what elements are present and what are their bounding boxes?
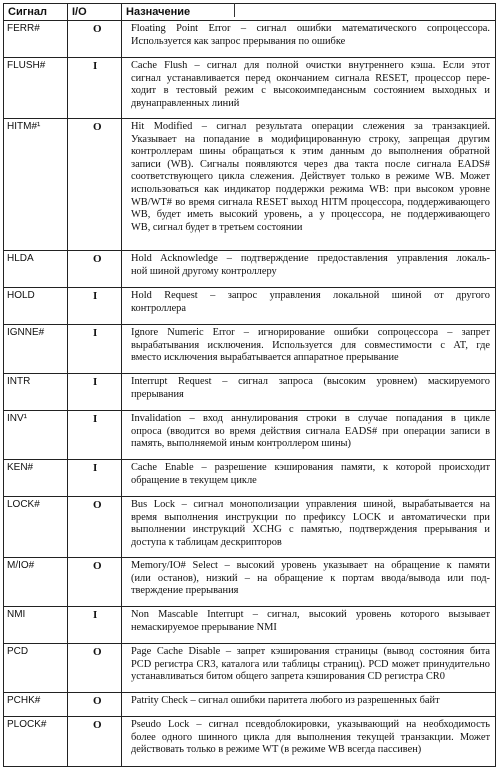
- signal-description: [122, 717, 496, 767]
- signal-description: [122, 325, 496, 374]
- signal-name: NMI: [4, 607, 68, 644]
- description-line: время выполнения инструкции по префиксу LOCK и автоматически при: [131, 511, 490, 523]
- table-row: [4, 411, 496, 460]
- description-line: Invalidation – вход аннулирования строки в случае попадания в цикле: [131, 413, 490, 424]
- description-line: Page Cache Disable – запрет кэширования страницы (вывод состояния бита: [131, 646, 490, 657]
- description-line: PCD регистра CR3, каталога или таблицы страниц). PCD может принудительно: [131, 658, 490, 670]
- signal-description: [122, 374, 496, 411]
- table-row: [4, 497, 496, 558]
- description-line: Bus Lock – сигнал монополизации управления шиной, вырабатывается на: [131, 499, 490, 510]
- signal-direction: O: [68, 497, 122, 558]
- signal-description: [122, 58, 496, 119]
- signal-direction: I: [68, 288, 122, 325]
- table-row: [4, 21, 496, 58]
- signal-direction: O: [68, 717, 122, 767]
- description-line: Floating Point Error – сигнал ошибки математического сопроцессора.: [131, 23, 490, 34]
- description-line: (или останов), низкий – на обращение к портам ввода/вывода или под-: [131, 572, 490, 584]
- signal-direction: O: [68, 251, 122, 288]
- description-line: вместо исключения вырабатывается аппаратное прерывание: [131, 352, 399, 364]
- table-row: [4, 607, 496, 644]
- description-line: действовать только в режиме WT (в режиме WB всегда пассивен): [131, 744, 422, 756]
- description-line: сигнал устанавливается перед окончанием сигнала RESET, процессор пере-: [131, 72, 490, 84]
- description-line: двунаправленных линий: [131, 97, 240, 109]
- table-row: [4, 717, 496, 767]
- description-line: доступа к таблицам дескрипторов: [131, 536, 282, 548]
- description-line: Hold Request – запрос управления локальной шиной от другого: [131, 290, 490, 301]
- table-row: [4, 460, 496, 497]
- description-line: опроса (вводится во время действия сигнала EADS# при операции записи в: [131, 425, 490, 437]
- signal-direction: I: [68, 58, 122, 119]
- signal-name: FLUSH#: [4, 58, 68, 119]
- signal-direction: I: [68, 325, 122, 374]
- signal-description: [122, 693, 496, 717]
- signal-direction: O: [68, 119, 122, 251]
- header-divider-mark: [234, 3, 235, 17]
- description-line: соответствующего цикла слежения. Действует только в режиме WB. Может: [131, 171, 490, 183]
- signal-table: [3, 3, 496, 767]
- signal-name: FERR#: [4, 21, 68, 58]
- header-purpose: Назначение: [122, 4, 496, 21]
- table-row: [4, 644, 496, 693]
- description-line: немаскируемое прерывание NMI: [131, 621, 277, 633]
- table-row: [4, 119, 496, 251]
- description-line: обращение в текущем цикле: [131, 474, 257, 486]
- table-row: [4, 288, 496, 325]
- signal-name: PCHK#: [4, 693, 68, 717]
- signal-description: [122, 251, 496, 288]
- signal-direction: I: [68, 607, 122, 644]
- description-line: вырабатывания исключения. Используется для совместимости с AT, где: [131, 339, 490, 351]
- header-signal: Сигнал: [4, 4, 68, 21]
- description-line: WB, будет иметь высокий уровень, а у процессора, не поддерживающего: [131, 209, 490, 221]
- description-line: Interrupt Request – сигнал запроса (высоким уровнем) маскируемого: [131, 376, 490, 387]
- signal-description: [122, 21, 496, 58]
- signal-description: [122, 411, 496, 460]
- description-line: Ignore Numeric Error – игнорирование ошибки сопроцессора – запрет: [131, 327, 490, 338]
- signal-description: [122, 558, 496, 607]
- signal-description: [122, 288, 496, 325]
- signal-description: [122, 644, 496, 693]
- signal-direction: O: [68, 21, 122, 58]
- signal-name: KEN#: [4, 460, 68, 497]
- description-line: Hit Modified – сигнал результата операции слежения за транзакцией.: [131, 121, 490, 132]
- description-line: записи (WB). Сигналы появляются через два такта после сигнала EADS#: [131, 158, 490, 170]
- description-line: использоваться как индикатор поддержки режима WB: при высоком уровне: [131, 183, 490, 195]
- description-line: Non Mascable Interrupt – сигнал, высокий уровень которого вызывает: [131, 609, 490, 620]
- signal-direction: I: [68, 411, 122, 460]
- signal-name: LOCK#: [4, 497, 68, 558]
- description-line: прерывания: [131, 388, 184, 400]
- description-line: Cache Flush – сигнал для полной очистки внутреннего кэша. Если этот: [131, 60, 490, 71]
- signal-name: INV¹: [4, 411, 68, 460]
- table-header-row: [4, 4, 496, 21]
- signal-direction: O: [68, 693, 122, 717]
- description-line: Memory/IO# Select – высокий уровень указывает на обращение к памяти: [131, 560, 490, 571]
- signal-description: [122, 460, 496, 497]
- table-row: [4, 251, 496, 288]
- table-row: [4, 325, 496, 374]
- description-line: Hold Acknowledge – подтверждение предоставления управления локаль-: [131, 253, 490, 264]
- description-line: Указывает на попадание в модифицированную строку, запрещая другим: [131, 133, 490, 145]
- description-line: память, выполняемой иным контроллером шины): [131, 438, 351, 450]
- signal-direction: O: [68, 644, 122, 693]
- description-line: устанавливаться битом общего запрета кэширования CD регистра CR0: [131, 671, 445, 683]
- table-row: [4, 558, 496, 607]
- description-line: Используется как запрос прерывания по ошибке: [131, 35, 346, 47]
- signal-direction: I: [68, 374, 122, 411]
- signal-name: PLOCK#: [4, 717, 68, 767]
- signal-description: [122, 119, 496, 251]
- table-row: [4, 58, 496, 119]
- description-line: более одного шинного цикла для выполнения текущей транзакции. Может: [131, 731, 490, 743]
- signal-description: [122, 497, 496, 558]
- description-line: контроллера: [131, 302, 186, 314]
- signal-name: HLDA: [4, 251, 68, 288]
- signal-name: HITM#¹: [4, 119, 68, 251]
- table-row: [4, 374, 496, 411]
- description-line: WB, сигнал будет в третьем состоянии: [131, 221, 303, 233]
- signal-direction: O: [68, 558, 122, 607]
- table-row: [4, 693, 496, 717]
- signal-name: M/IO#: [4, 558, 68, 607]
- signal-table-sheet: [3, 3, 495, 767]
- signal-name: INTR: [4, 374, 68, 411]
- description-line: ной шиной другому контроллеру: [131, 265, 277, 277]
- description-line: выполнении инструкций XCHG с памятью, подтверждения прерывания и: [131, 524, 490, 536]
- signal-name: HOLD: [4, 288, 68, 325]
- signal-direction: I: [68, 460, 122, 497]
- signal-name: IGNNE#: [4, 325, 68, 374]
- description-line: контроллерам шины обращаться к этим данным до выполнения обратной: [131, 146, 490, 158]
- description-line: Patrity Check – сигнал ошибки паритета любого из разрешенных байт: [131, 695, 440, 706]
- description-line: Pseudo Lock – сигнал псевдоблокировки, указывающий на необходимость: [131, 719, 490, 730]
- description-line: Cache Enable – разрешение кэширования памяти, к которой происходит: [131, 462, 490, 473]
- description-line: тверждение прерывания: [131, 585, 239, 597]
- signal-name: PCD: [4, 644, 68, 693]
- description-line: WB/WT# во время сигнала RESET выход HITM процессора, поддерживающего: [131, 196, 490, 208]
- signal-description: [122, 607, 496, 644]
- description-line: ходит в тестовый режим с высокоимпедансным состоянием выходных и: [131, 85, 490, 97]
- header-io: I/O: [68, 4, 122, 21]
